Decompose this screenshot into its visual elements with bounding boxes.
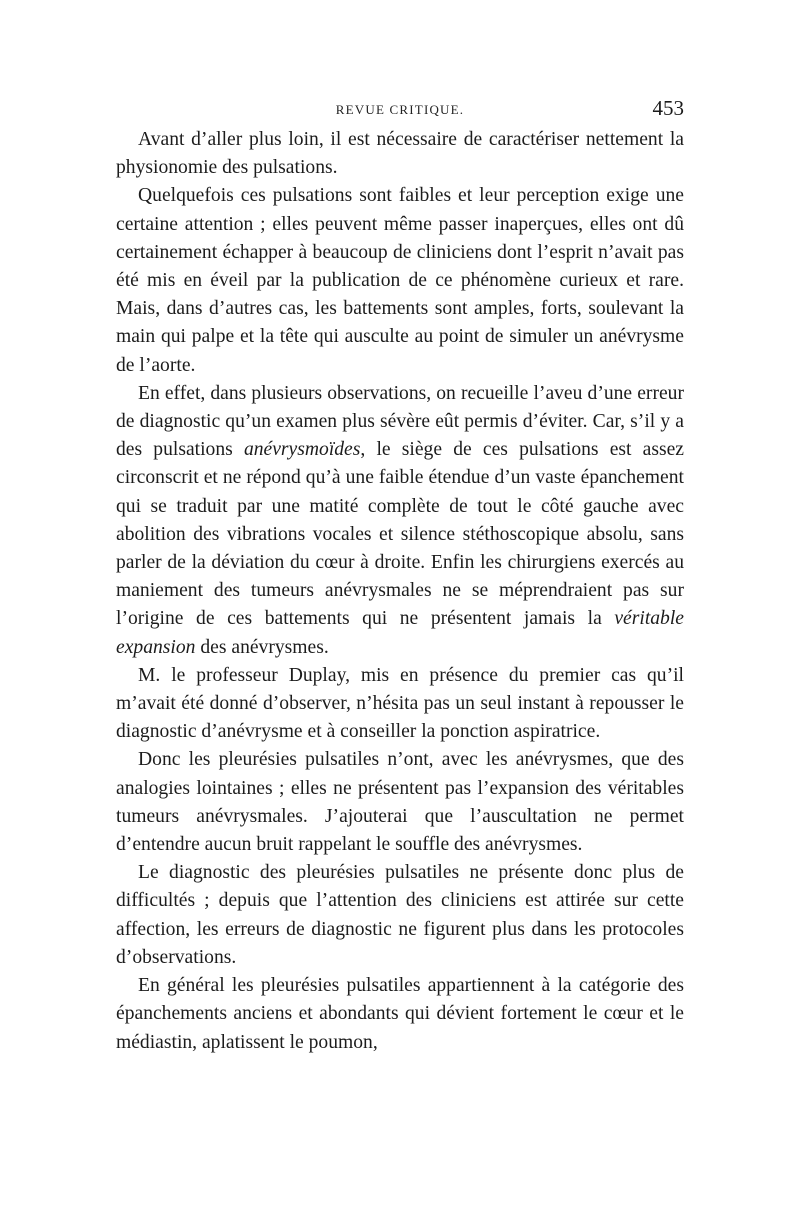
paragraph-6: [116, 859, 684, 972]
paragraph-2: [116, 182, 684, 379]
italic-term-veritable-expansion: véritable expansion: [116, 608, 684, 658]
paragraph-text: Avant d’aller plus loin, il est nécessaire de caractériser nettement la physionomie des pulsations.: [116, 129, 684, 179]
paragraph-text: Le diagnostic des pleurésies pulsatiles ne présente donc plus de difficultés ; depuis que l’attention des cliniciens est attirée sur cette affection, les erreurs de diagnostic ne figurent plus dans les protocoles d’observations.: [116, 862, 684, 968]
paragraph-text: En effet, dans plusieurs observations, on recueille l’aveu d’une erreur de diagnostic qu’un examen plus sévère eût permis d’éviter. Car, s’il y a des pulsations: [116, 382, 684, 461]
paragraph-text: , le siège de ces pulsations est assez circonscrit et ne répond qu’à une faible étendue d’un vaste épanchement qui se traduit par une matité complète de tout le côté gauche avec abolition des vibrations vocales et silence stéthoscopique absolu, sans parler de la déviation du cœur à droite. Enfin les chirurgiens exercés au maniement des tumeurs anévrysmales ne se méprendraient pas sur l’origine de ces battements qui ne présentent jamais la: [116, 439, 684, 630]
body-text: [116, 126, 684, 1057]
paragraph-4: [116, 662, 684, 747]
page-number: 453: [652, 96, 684, 120]
paragraph-text: En général les pleurésies pulsatiles appartiennent à la catégorie des épanchements anciens et abondants qui dévient fortement le cœur et le médiastin, aplatissent le poumon,: [116, 975, 684, 1053]
running-head: [116, 96, 684, 126]
running-title: REVUE CRITIQUE.: [335, 102, 465, 117]
paragraph-1: [116, 126, 684, 182]
paragraph-7: [116, 972, 684, 1057]
paragraph-text: M. le professeur Duplay, mis en présence du premier cas qu’il m’avait été donné d’observer, n’hésita pas un seul instant à repousser le diagnostic d’anévrysme et à conseiller la ponction aspiratrice.: [116, 664, 684, 743]
italic-term-anevrysmoides: anévrysmoïdes: [243, 439, 361, 461]
paragraph-text: des anévrysmes.: [195, 636, 329, 658]
paragraph-text: Quelquefois ces pulsations sont faibles et leur perception exige une certaine attention ; elles peuvent même passer inaperçues, elles ont dû certainement échapper à beaucoup de cliniciens dont l’esprit n’avait pas été mis en éveil par la publication de ce phénomène curieux et rare. Mais, dans d’autres cas, les battements sont amples, forts, soulevant la main qui palpe et la tête qui ausculte au point de simuler un anévrysme de l’aorte.: [116, 185, 684, 376]
paragraph-text: Donc les pleurésies pulsatiles n’ont, avec les anévrysmes, que des analogies lointaines ; elles ne présentent pas l’expansion des véritables tumeurs anévrysmales. J’ajouterai que l’auscultation ne permet d’entendre aucun bruit rappelant le souffle des anévrysmes.: [116, 749, 684, 856]
paragraph-3: [116, 380, 684, 662]
paragraph-5: [116, 746, 684, 859]
